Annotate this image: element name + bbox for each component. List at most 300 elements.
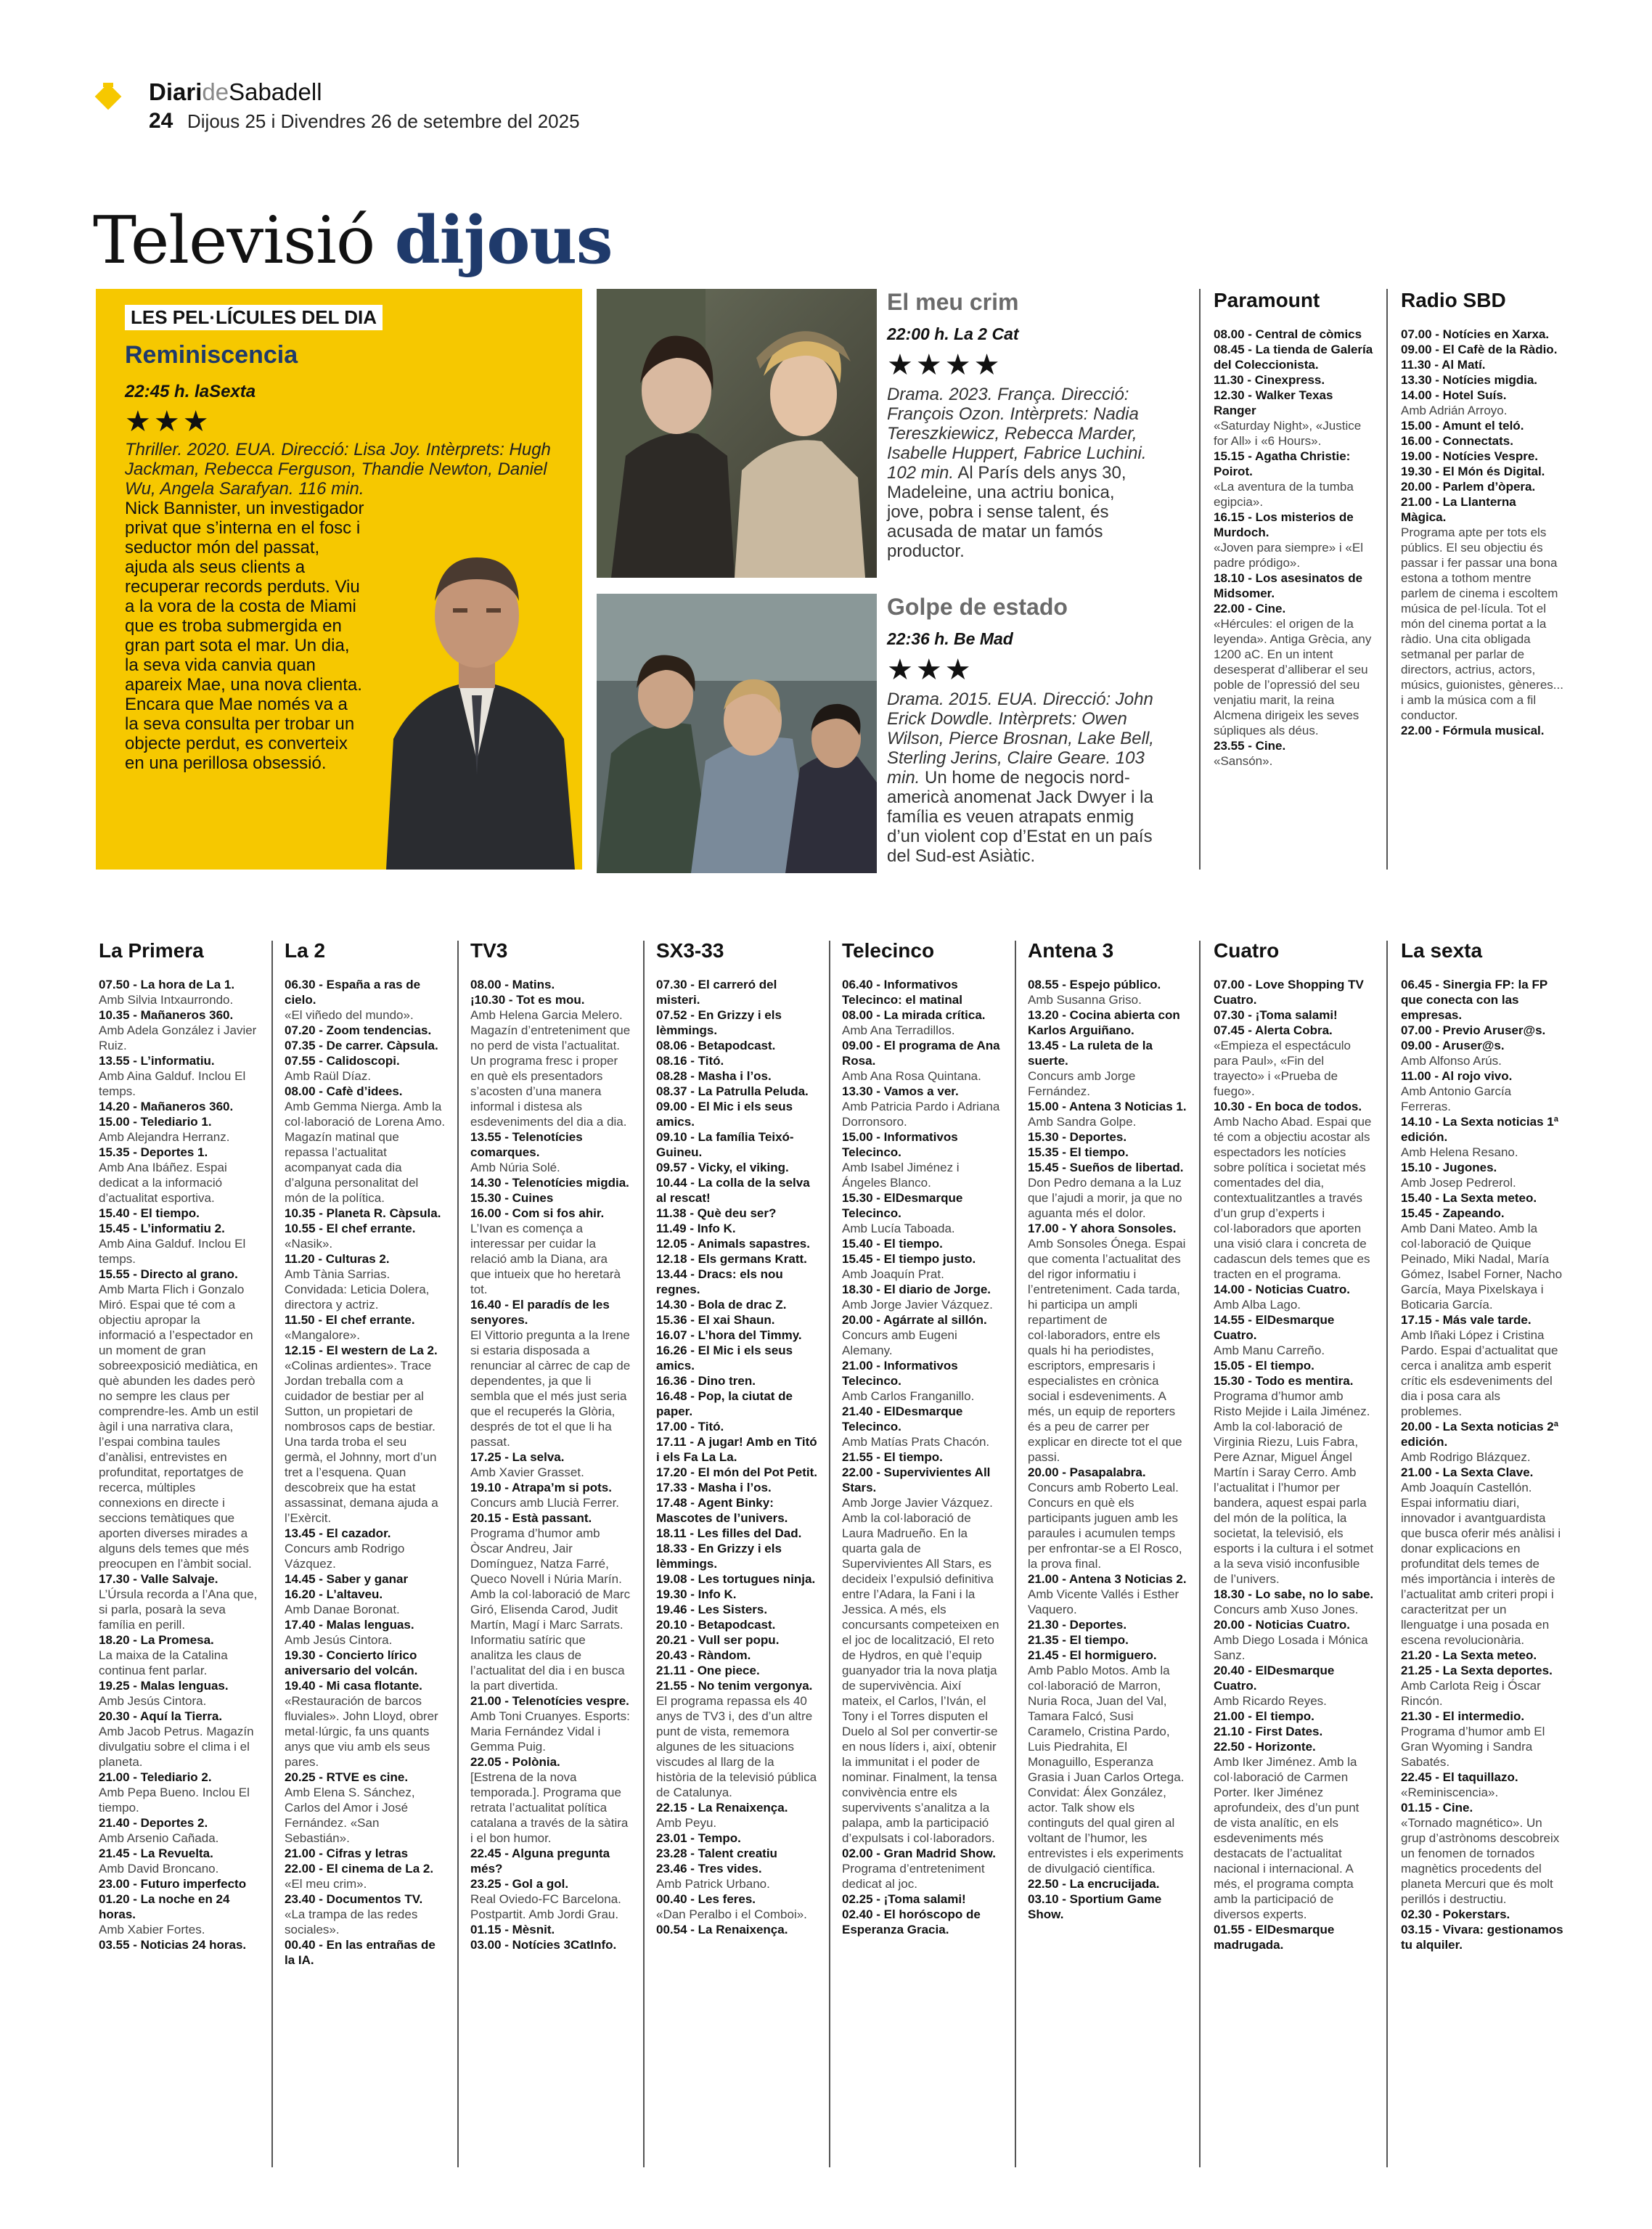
- channel-column-tv3: [470, 939, 631, 1952]
- program-entry: [842, 1449, 1003, 1465]
- program-time-title: 15.30 - Deportes.: [1028, 1130, 1127, 1144]
- program-entry: [470, 1922, 631, 1937]
- program-entry: [99, 1221, 260, 1267]
- program-time-title: 19.08 - Les tortugues ninja.: [656, 1572, 816, 1586]
- program-entry: [842, 1129, 1003, 1190]
- program-time-title: 11.20 - Culturas 2.: [285, 1252, 390, 1266]
- program-note: L’Ivan es comença a interessar per cuidar la relació amb la Diana, ara que intueix que ho heretarà tot.: [470, 1222, 621, 1296]
- program-time-title: 15.00 - Telediario 1.: [99, 1115, 212, 1129]
- program-entry: [1214, 1099, 1375, 1282]
- program-time-title: 12.18 - Els germans Kratt.: [656, 1252, 807, 1266]
- program-entry: [1028, 1160, 1189, 1221]
- program-entry: [842, 977, 1003, 1007]
- program-time-title: 15.36 - El xai Shaun.: [656, 1313, 775, 1327]
- program-entry: [470, 1937, 631, 1952]
- program-time-title: 02.25 - ¡Toma salami!: [842, 1892, 966, 1906]
- channel-name: TV3: [470, 939, 508, 962]
- program-time-title: 07.45 - Alerta Cobra.: [1214, 1023, 1333, 1037]
- program-entry: [285, 1053, 446, 1084]
- program-time-title: 03.15 - Vivara: gestionamos tu alquiler.: [1401, 1923, 1563, 1952]
- program-entry: [285, 1084, 446, 1206]
- program-time-title: 11.50 - El chef errante.: [285, 1313, 415, 1327]
- program-time-title: 08.00 - Matins.: [470, 978, 555, 991]
- program-note: Amb Ana Ibáñez. Espai dedicat a la informació d’actualitat esportiva.: [99, 1161, 227, 1205]
- program-entry: [1028, 1648, 1189, 1876]
- program-list: [656, 977, 817, 1937]
- program-list: [842, 977, 1003, 1937]
- program-entry: [656, 1632, 817, 1648]
- program-entry: [285, 1312, 446, 1343]
- program-note: Amb Patrick Urbano.: [656, 1877, 770, 1891]
- program-time-title: 17.11 - A jugar! Amb en Titó i els Fa La La.: [656, 1435, 817, 1464]
- program-time-title: 15.40 - El tiempo.: [99, 1206, 200, 1220]
- program-entry: [1401, 418, 1564, 433]
- program-note: Amb Jorge Javier Vázquez. Amb la col·laboració de Laura Madrueño. En la quarta gala de Supervivientes All Stars, es decideix l’expulsió definitiva entre l’Adara, la Fani i la Jessica. A més, els concursants competeixen en el joc de localització, El reto de Hydros, en què l’equip guanyador tria la nova platja de supervivència. Així mateix, el Carlos, l’Iván, el Tony i el Torres disputen el Duelo al Sol per convertir-se en nous líders i, així, obtenir la immunitat i el poder de nominar. Finalment, la tensa convivència entre els supervivents s’analitza a la palapa, amb la participació d’expulsats i col·laboradors.: [842, 1496, 999, 1845]
- channel-column-la-primera: [99, 939, 260, 1952]
- program-entry: [1401, 1206, 1564, 1312]
- program-entry: [470, 1129, 631, 1175]
- program-note: Don Pedro demana a la Luz que l’ajudi a morir, ja que no aguanta més el dolor.: [1028, 1176, 1182, 1220]
- program-time-title: 14.30 - Bola de drac Z.: [656, 1298, 787, 1312]
- program-entry: [1401, 327, 1564, 342]
- program-time-title: 23.55 - Cine.: [1214, 739, 1286, 753]
- channel-name: Telecinco: [842, 939, 935, 962]
- program-entry: [1214, 1709, 1375, 1724]
- program-entry: [1401, 1190, 1564, 1206]
- program-time-title: 21.20 - La Sexta meteo.: [1401, 1648, 1537, 1662]
- program-entry: [1401, 1709, 1564, 1770]
- program-time-title: 22.00 - Supervivientes All Stars.: [842, 1465, 991, 1494]
- program-time-title: 21.55 - El tiempo.: [842, 1450, 943, 1464]
- program-note: Amb Aina Galduf. Inclou El temps.: [99, 1069, 246, 1098]
- program-entry: [656, 1373, 817, 1388]
- featured-film-credits: Thriller. 2020. EUA. Direcció: Lisa Joy. Intèrprets: Hugh Jackman, Rebecca Ferguson, Thandie Newton, Daniel Wu, Angela Sarafyan. 116 min.: [125, 440, 551, 499]
- program-time-title: 22.15 - La Renaixença.: [656, 1801, 788, 1815]
- program-note: Amb Alba Lago.: [1214, 1298, 1301, 1312]
- program-time-title: 21.40 - Deportes 2.: [99, 1816, 208, 1830]
- program-note: Amb Diego Losada i Mónica Sanz.: [1214, 1633, 1368, 1662]
- program-time-title: 17.00 - Y ahora Sonsoles.: [1028, 1222, 1177, 1235]
- program-time-title: 20.00 - Pasapalabra.: [1028, 1465, 1146, 1479]
- program-time-title: 06.45 - Sinergia FP: la FP que conecta con las empresas.: [1401, 978, 1547, 1022]
- program-time-title: 15.15 - Agatha Christie: Poirot.: [1214, 449, 1351, 478]
- program-entry: [842, 1404, 1003, 1449]
- program-entry: [1401, 388, 1564, 418]
- channel-name: La sexta: [1401, 939, 1483, 962]
- program-time-title: 07.52 - En Grizzy i els lèmmings.: [656, 1008, 782, 1037]
- program-time-title: 18.20 - La Promesa.: [99, 1633, 214, 1647]
- program-entry: [842, 1846, 1003, 1891]
- program-entry: [285, 977, 446, 1023]
- program-entry: [285, 1937, 446, 1968]
- program-note: La maixa de la Catalina continua fent parlar.: [99, 1648, 228, 1677]
- program-entry: [842, 1312, 1003, 1358]
- column-divider: [643, 941, 645, 2167]
- program-time-title: 15.35 - Deportes 1.: [99, 1145, 208, 1159]
- program-note: Programa apte per tots els públics. El seu objectiu és passar i fer passar una bona estona a tothom mentre parlem de cinema i escoltem música de pel·lícula. Tot el món del cinema portat a la ràdio. Una cita obligada setmanal per parlar de directors, actrius, actors, músics, guionistes, gèneres... i amb la música com a fil conductor.: [1401, 525, 1563, 722]
- program-note: Amb Lucía Taboada.: [842, 1222, 955, 1235]
- program-time-title: 09.00 - El Mic i els seus amics.: [656, 1100, 793, 1129]
- program-entry: [1214, 601, 1373, 738]
- program-time-title: 20.21 - Vull ser popu.: [656, 1633, 780, 1647]
- program-note: Amb Nacho Abad. Espai que té com a objectiu acostar als espectadors les notícies sobre política i societat més comentades del dia, contextualitzantles a través d’un grup d’experts i col·laboradors que aporten una visió clara i concreta de cadascun dels temes que es tracten en el programa.: [1214, 1115, 1372, 1281]
- program-time-title: 01.15 - Cine.: [1401, 1801, 1473, 1815]
- program-time-title: 15.05 - El tiempo.: [1214, 1359, 1314, 1373]
- program-note: «Dan Peralbo i el Comboi».: [656, 1907, 807, 1921]
- program-entry: [656, 1236, 817, 1251]
- program-time-title: 23.40 - Documentos TV.: [285, 1892, 423, 1906]
- program-entry: [656, 1251, 817, 1267]
- program-note: Amb Matías Prats Chacón.: [842, 1435, 990, 1449]
- program-time-title: 02.40 - El horóscopo de Esperanza Gracia.: [842, 1907, 981, 1936]
- program-entry: [285, 1648, 446, 1678]
- program-time-title: 07.20 - Zoom tendencias.: [285, 1023, 432, 1037]
- program-entry: [99, 1846, 260, 1876]
- program-entry: [1401, 433, 1564, 449]
- program-entry: [1214, 977, 1375, 1007]
- program-time-title: 20.25 - RTVE es cine.: [285, 1770, 409, 1784]
- program-entry: [285, 1770, 446, 1846]
- program-time-title: 17.00 - Titó.: [656, 1420, 724, 1433]
- program-time-title: 19.00 - Notícies Vespre.: [1401, 449, 1538, 463]
- program-time-title: 15.45 - El tiempo justo.: [842, 1252, 976, 1266]
- program-time-title: 16.40 - El paradís de les senyores.: [470, 1298, 610, 1327]
- program-note: Amb Carlos Franganillo.: [842, 1389, 975, 1403]
- program-time-title: 13.45 - La ruleta de la suerte.: [1028, 1039, 1153, 1068]
- program-note: Amb Isabel Jiménez i Ángeles Blanco.: [842, 1161, 960, 1190]
- program-entry: [842, 1236, 1003, 1251]
- program-note: Amb Peyu.: [656, 1816, 717, 1830]
- program-entry: [656, 1663, 817, 1678]
- program-time-title: 15.30 - ElDesmarque Telecinco.: [842, 1191, 963, 1220]
- program-entry: [842, 1358, 1003, 1404]
- program-time-title: 16.00 - Com si fos ahir.: [470, 1206, 605, 1220]
- program-entry: [1401, 1663, 1564, 1709]
- program-time-title: 13.30 - Notícies migdia.: [1401, 373, 1538, 387]
- program-time-title: 21.55 - No tenim vergonya.: [656, 1679, 813, 1693]
- program-time-title: 10.44 - La colla de la selva al rescat!: [656, 1176, 810, 1205]
- program-time-title: 16.00 - Connectats.: [1401, 434, 1513, 448]
- program-entry: [1401, 494, 1564, 723]
- program-note: Amb Ana Terradillos.: [842, 1023, 955, 1037]
- film-stars: ★★★: [887, 654, 974, 686]
- program-entry: [1401, 1419, 1564, 1465]
- program-time-title: 15.00 - Antena 3 Noticias 1.: [1028, 1100, 1187, 1113]
- program-entry: [1401, 1160, 1564, 1190]
- program-entry: [1214, 1663, 1375, 1709]
- featured-film-time: 22:45 h. laSexta: [125, 382, 256, 401]
- program-time-title: 16.36 - Dino tren.: [656, 1374, 756, 1388]
- program-entry: [842, 1891, 1003, 1907]
- program-note: Amb Jesús Cintora.: [99, 1694, 207, 1708]
- program-note: Amb Alfonso Arús.: [1401, 1054, 1502, 1068]
- program-time-title: 03.00 - Notícies 3CatInfo.: [470, 1938, 617, 1952]
- program-entry: [1028, 977, 1189, 1007]
- featured-film-stars: ★★★: [125, 406, 212, 438]
- program-entry: [470, 1206, 631, 1297]
- program-time-title: 08.00 - La mirada crítica.: [842, 1008, 986, 1022]
- film-card-el-meu-crim: [887, 289, 1156, 561]
- program-note: Amb Carlota Reig i Óscar Rincón.: [1401, 1679, 1541, 1708]
- program-note: Amb Helena Garcia Melero. Magazín d’entreteniment que no perd de vista l’actualitat. Un programa fresc i proper en què els presentadors s’acosten d’una manera informal i distesa als esdeveniments del dia a dia.: [470, 1008, 631, 1129]
- program-note: «Sansón».: [1214, 754, 1273, 768]
- program-entry: [99, 977, 260, 1007]
- program-time-title: 21.30 - El intermedio.: [1401, 1709, 1525, 1723]
- program-entry: [656, 1922, 817, 1937]
- program-time-title: 20.15 - Està passant.: [470, 1511, 592, 1525]
- program-note: Amb Dani Mateo. Amb la col·laboració de Quique Peinado, Miki Nadal, María Gómez, Isabel Forner, Nacho García, Maya Pixelskaya i Boticaria García.: [1401, 1222, 1563, 1312]
- channel-column-paramount: [1214, 289, 1373, 769]
- program-time-title: 07.30 - El carreró del misteri.: [656, 978, 777, 1007]
- program-time-title: 17.25 - La selva.: [470, 1450, 565, 1464]
- program-time-title: 16.26 - El Mic i els seus amics.: [656, 1343, 793, 1373]
- channel-column-cuatro: [1214, 939, 1375, 1952]
- program-note: Amb Vicente Vallés i Esther Vaquero.: [1028, 1587, 1179, 1616]
- program-time-title: 07.55 - Calidoscopi.: [285, 1054, 400, 1068]
- channel-column-la-sexta: [1401, 939, 1564, 1952]
- program-time-title: 07.00 - Previo Aruser@s.: [1401, 1023, 1546, 1037]
- program-note: Amb Gemma Nierga. Amb la col·laboració de Lorena Amo. Magazín matinal que repassa l’actualitat acompanyat cada dia d’alguna personalitat del món de la política.: [285, 1100, 446, 1205]
- program-time-title: 15.45 - L’informatiu 2.: [99, 1222, 225, 1235]
- program-entry: [285, 1861, 446, 1891]
- program-time-title: 02.30 - Pokerstars.: [1401, 1907, 1510, 1921]
- program-time-title: 22.45 - Alguna pregunta més?: [470, 1846, 610, 1876]
- program-entry: [656, 1571, 817, 1587]
- program-time-title: 21.40 - ElDesmarque Telecinco.: [842, 1404, 963, 1433]
- film-card-golpe-de-estado: [887, 594, 1156, 866]
- program-note: El Vittorio pregunta a la Irene si estaria disposada a renunciar al càrrec de cap de dependentes, ja que li sembla que el més just seria que el recuperés la Glòria, després de tot el que li ha passat.: [470, 1328, 631, 1449]
- program-entry: [1401, 977, 1564, 1023]
- program-entry: [99, 1114, 260, 1145]
- program-list: [470, 977, 631, 1952]
- film-stars: ★★★★: [887, 349, 1003, 381]
- program-entry: [470, 1297, 631, 1449]
- page-number: 24: [149, 109, 173, 133]
- program-entry: [1401, 1648, 1564, 1663]
- program-entry: [842, 1190, 1003, 1236]
- program-note: Amb Jesús Cintora.: [285, 1633, 393, 1647]
- program-entry: [1401, 357, 1564, 372]
- program-note: Amb Sandra Golpe.: [1028, 1115, 1137, 1129]
- program-note: Amb Jorge Javier Vázquez.: [842, 1298, 993, 1312]
- program-note: «Restauración de barcos fluviales». John Lloyd, obrer metal·lúrgic, fa uns quants anys que viu amb els seus pares.: [285, 1694, 438, 1769]
- featured-film-photo: [372, 499, 582, 870]
- program-note: «Hércules: el origen de la leyenda». Antiga Grècia, any 1200 aC. En un intent desesperat d’alliberar el seu poble de l’opressió del seu venjatiu marit, la reina Alcmena dirigeix les seves súpliques als déus.: [1214, 617, 1372, 737]
- program-entry: [1401, 1068, 1564, 1114]
- program-entry: [656, 1129, 817, 1160]
- program-note: «El meu crim».: [285, 1877, 367, 1891]
- program-time-title: 21.00 - Informativos Telecinco.: [842, 1359, 958, 1388]
- channel-column-antena-3: [1028, 939, 1189, 1922]
- program-note: Amb Manu Carreño.: [1214, 1343, 1325, 1357]
- channel-name: Radio SBD: [1401, 289, 1506, 311]
- program-note: Concurs amb Llucià Ferrer.: [470, 1496, 620, 1510]
- program-note: Amb Joaquín Castellón. Espai informatiu diari, innovador i avantguardista que busca oferir més anàlisi i donar explicacions en profunditat dels temes de més importància i interès de l’actualitat amb criteri propi i caracteritzat per un llenguatge i una posada en escena revolucionària.: [1401, 1481, 1561, 1647]
- program-entry: [1214, 1023, 1375, 1099]
- program-entry: [1214, 1617, 1375, 1663]
- program-time-title: 00.40 - En las entrañas de la IA.: [285, 1938, 436, 1967]
- program-entry: [1028, 1632, 1189, 1648]
- program-entry: [656, 1831, 817, 1846]
- program-entry: [285, 1023, 446, 1038]
- program-time-title: 17.30 - Valle Salvaje.: [99, 1572, 218, 1586]
- program-entry: [1028, 1145, 1189, 1160]
- program-entry: [99, 1770, 260, 1815]
- program-entry: [1214, 327, 1373, 342]
- program-note: Programa d’humor amb El Gran Wyoming i Sandra Sabatés.: [1401, 1725, 1545, 1769]
- program-entry: [1401, 1465, 1564, 1648]
- program-entry: [1028, 1876, 1189, 1891]
- program-time-title: 22.00 - Cine.: [1214, 602, 1286, 615]
- program-entry: [656, 1206, 817, 1221]
- program-entry: [470, 1175, 631, 1190]
- program-entry: [99, 1267, 260, 1571]
- program-time-title: 23.28 - Talent creatiu: [656, 1846, 777, 1860]
- program-entry: [656, 1861, 817, 1891]
- program-note: Amb Ricardo Reyes.: [1214, 1694, 1327, 1708]
- program-time-title: 16.20 - L’altaveu.: [285, 1587, 383, 1601]
- program-time-title: 08.06 - Betapodcast.: [656, 1039, 776, 1052]
- program-time-title: 20.40 - ElDesmarque Cuatro.: [1214, 1664, 1335, 1693]
- program-note: Amb David Broncano.: [99, 1862, 219, 1876]
- program-time-title: 03.10 - Sportium Game Show.: [1028, 1892, 1162, 1921]
- program-entry: [99, 1937, 260, 1952]
- program-entry: [656, 1480, 817, 1495]
- program-entry: [99, 1891, 260, 1937]
- program-entry: [656, 1297, 817, 1312]
- program-time-title: 12.15 - El western de La 2.: [285, 1343, 438, 1357]
- program-time-title: 17.20 - El món del Pot Petit.: [656, 1465, 817, 1479]
- channel-column-radio-sbd: [1401, 289, 1564, 738]
- program-time-title: 14.45 - Saber y ganar: [285, 1572, 409, 1586]
- program-time-title: 19.30 - Info K.: [656, 1587, 737, 1601]
- program-time-title: 21.00 - Telenotícies vespre.: [470, 1694, 629, 1708]
- program-time-title: 17.40 - Malas lenguas.: [285, 1618, 414, 1632]
- program-entry: [656, 1175, 817, 1206]
- program-entry: [470, 1480, 631, 1510]
- featured-film-title: Reminiscencia: [125, 341, 298, 369]
- program-entry: [99, 1709, 260, 1770]
- program-time-title: 18.11 - Les filles del Dad.: [656, 1526, 802, 1540]
- program-time-title: 21.10 - First Dates.: [1214, 1725, 1323, 1738]
- program-note: Amb Susanna Griso.: [1028, 993, 1142, 1007]
- column-divider: [1015, 941, 1016, 2167]
- program-time-title: 13.44 - Dracs: els nou regnes.: [656, 1267, 783, 1296]
- program-time-title: 13.45 - El cazador.: [285, 1526, 391, 1540]
- program-time-title: 16.48 - Pop, la ciutat de paper.: [656, 1389, 793, 1418]
- film-title: El meu crim: [887, 289, 1019, 315]
- program-time-title: 13.30 - Vamos a ver.: [842, 1084, 959, 1098]
- program-note: Amb Xabier Fortes.: [99, 1923, 205, 1936]
- program-time-title: 21.35 - El tiempo.: [1028, 1633, 1129, 1647]
- program-time-title: 19.40 - Mi casa flotante.: [285, 1679, 422, 1693]
- film-time: 22:00 h. La 2 Cat: [887, 324, 1019, 343]
- program-entry: [1214, 510, 1373, 570]
- program-entry: [285, 1221, 446, 1251]
- program-entry: [1028, 1129, 1189, 1145]
- program-entry: [1401, 1312, 1564, 1419]
- program-time-title: 18.10 - Los asesinatos de Midsomer.: [1214, 571, 1363, 600]
- program-note: «Joven para siempre» i «El padre pródigo».: [1214, 541, 1364, 570]
- program-note: Amb Iker Jiménez. Amb la col·laboració de Carmen Porter. Iker Jiménez aprofundeix, des d’un punt de vista analític, en els esdeveniments més destacats de l’actualitat nacional i internacional. A més, el programa compta amb la participació de diversos experts.: [1214, 1755, 1359, 1921]
- program-time-title: 20.00 - Agárrate al sillón.: [842, 1313, 987, 1327]
- program-list: [1214, 977, 1375, 1952]
- program-time-title: 22.00 - El cinema de La 2.: [285, 1862, 434, 1876]
- channel-column-telecinco: [842, 939, 1003, 1937]
- film-photo-golpe-de-estado: [597, 594, 877, 873]
- program-entry: [1214, 1312, 1375, 1358]
- program-note: «Nasik».: [285, 1237, 333, 1251]
- program-entry: [1028, 1891, 1189, 1922]
- program-time-title: 15.00 - Amunt el teló.: [1401, 419, 1524, 433]
- program-time-title: 10.35 - Planeta R. Càpsula.: [285, 1206, 441, 1220]
- program-entry: [656, 1084, 817, 1099]
- program-note: Amb Josep Pedrerol.: [1401, 1176, 1516, 1190]
- program-note: Amb Sonsoles Ónega. Espai que comenta l’actualitat des del rigor informatiu i l’entreteniment. Cada tarda, hi participa un ampli repartiment de col·laboradors, entre els quals hi ha periodistes, escriptors, empresaris i especialistes en crònica social i esdeveniments. A més, un equip de reporters és a peu de carrer per explicar en directe tot el que passi.: [1028, 1237, 1186, 1464]
- program-entry: [1028, 1571, 1189, 1617]
- program-entry: [656, 1007, 817, 1038]
- program-time-title: 21.00 - La Llanterna Màgica.: [1401, 495, 1516, 524]
- program-time-title: 18.30 - El diario de Jorge.: [842, 1283, 991, 1296]
- program-time-title: 07.35 - De carrer. Càpsula.: [285, 1039, 438, 1052]
- program-time-title: 08.37 - La Patrulla Peluda.: [656, 1084, 809, 1098]
- program-time-title: 07.50 - La hora de La 1.: [99, 978, 235, 991]
- program-entry: [99, 1571, 260, 1632]
- program-entry: [656, 1434, 817, 1465]
- program-entry: [656, 1038, 817, 1053]
- program-entry: [1214, 372, 1373, 388]
- program-entry: [656, 1312, 817, 1328]
- program-note: «Colinas ardientes». Trace Jordan treballa com a cuidador de bestiar per al Sutton, un propietari de nombrosos caps de bestiar. Una tarda troba el seu germà, el Johnny, mort d’un tret a l’esquena. Quan descobreix que ha estat assassinat, demana ajuda a l’Exèrcit.: [285, 1359, 438, 1525]
- program-note: [Estrena de la nova temporada.]. Programa que retrata l’actualitat política catalana a través de la sàtira i el bon humor.: [470, 1770, 629, 1845]
- program-time-title: 01.15 - Mèsnit.: [470, 1923, 555, 1936]
- program-entry: [285, 1526, 446, 1571]
- program-entry: [1401, 1114, 1564, 1160]
- program-list: [1028, 977, 1189, 1922]
- issue-date: Dijous 25 i Divendres 26 de setembre del 2025: [187, 110, 580, 132]
- program-time-title: 14.00 - Noticias Cuatro.: [1214, 1283, 1351, 1296]
- program-time-title: 15.10 - Jugones.: [1401, 1161, 1497, 1174]
- program-entry: [1401, 1770, 1564, 1800]
- program-time-title: 12.05 - Animals sapastres.: [656, 1237, 810, 1251]
- program-entry: [1028, 1465, 1189, 1571]
- program-time-title: 15.30 - Todo es mentira.: [1214, 1374, 1354, 1388]
- program-time-title: 18.33 - En Grizzy i els lèmmings.: [656, 1542, 782, 1571]
- program-entry: [1214, 1739, 1375, 1922]
- program-entry: [470, 1846, 631, 1876]
- program-entry: [842, 1251, 1003, 1282]
- program-entry: [656, 1160, 817, 1175]
- program-note: Amb Aina Galduf. Inclou El temps.: [99, 1237, 246, 1266]
- program-time-title: 08.00 - Cafè d’idees.: [285, 1084, 403, 1098]
- program-entry: [1028, 1099, 1189, 1129]
- program-entry: [285, 1846, 446, 1861]
- program-entry: [1214, 342, 1373, 372]
- program-time-title: 23.25 - Gol a gol.: [470, 1877, 569, 1891]
- program-time-title: 18.30 - Lo sabe, no lo sabe.: [1214, 1587, 1374, 1601]
- program-note: Programa d’humor amb Risto Mejide i Laila Jiménez. Amb la col·laboració de Virginia Riezu, Luis Fabra, Pere Aznar, Miguel Ángel Martín i Saray Cerro. Amb l’actualitat i l’humor per bandera, aquest espai parla del món de la política, la societat, la televisió, els esports i la cultura i el sotmet a la seva visió inconfusible de l’univers.: [1214, 1389, 1374, 1586]
- program-note: «La aventura de la tumba egipcia».: [1214, 480, 1354, 509]
- column-divider: [1386, 941, 1388, 2167]
- film-description: Drama. 2023. França. Direcció: François Ozon. Intèrprets: Nadia Tereszkiewicz, Rebecca Marder, Isabelle Huppert, Fabrice Luchini. 102 min. Al París dels anys 30, Madeleine, una actriu bonica, jove, pobra i sense talent, és acusada de matar un famós productor.: [887, 385, 1147, 561]
- program-note: Amb Elena S. Sánchez, Carlos del Amor i José Fernández. «San Sebastián».: [285, 1786, 415, 1845]
- program-note: Amb Arsenio Cañada.: [99, 1831, 219, 1845]
- program-note: Concurs amb Roberto Leal. Concurs en què els participants juguen amb les paraules i acumulen temps per enfrontar-se a El Rosco, la prova final.: [1028, 1481, 1182, 1571]
- program-note: Amb Rodrigo Blázquez.: [1401, 1450, 1531, 1464]
- program-entry: [285, 1251, 446, 1312]
- program-note: Amb Patricia Pardo i Adriana Dorronsoro.: [842, 1100, 1000, 1129]
- program-entry: [1401, 372, 1564, 388]
